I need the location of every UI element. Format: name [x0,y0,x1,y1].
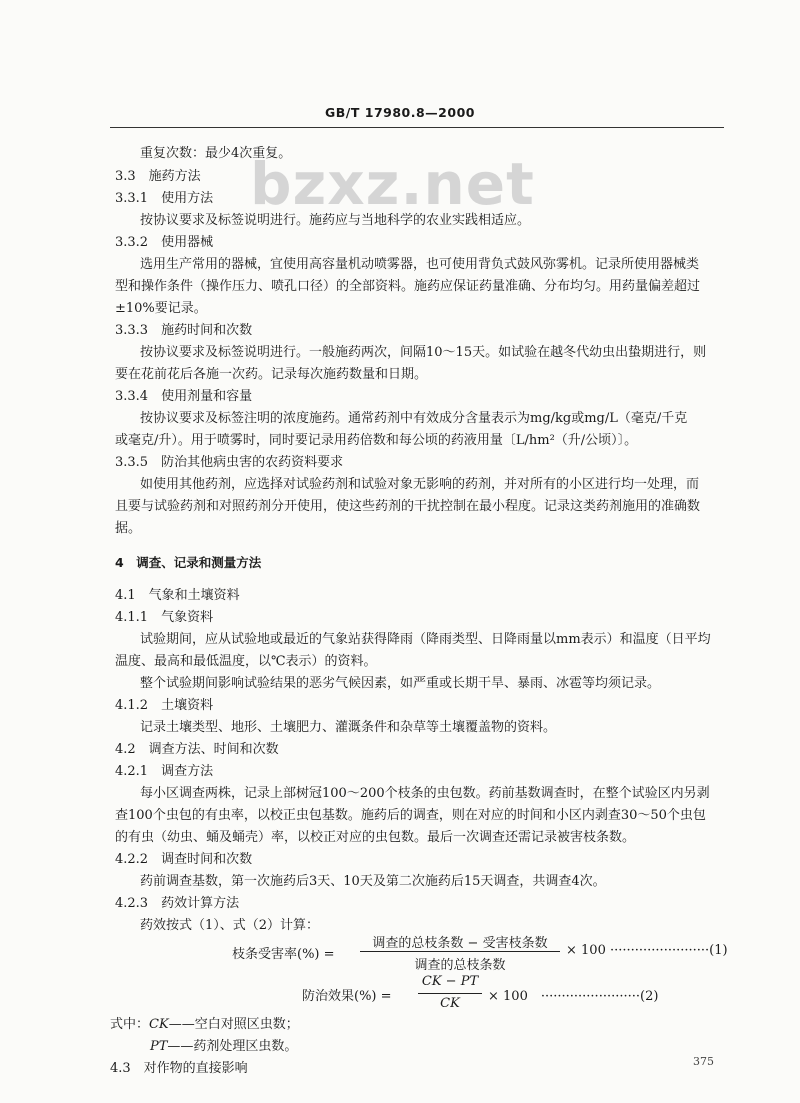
standard-code-header: GB/T 17980.8—2000 [325,105,475,120]
section-heading: 3.3.5 防治其他病虫害的农药资料要求 [115,455,344,470]
section-heading: 4.2 调查方法、时间和次数 [115,742,279,757]
text-line: 按协议要求及标签说明进行。施药应与当地科学的农业实践相适应。 [140,213,531,228]
text-line: 药效按式（1）、式（2）计算： [140,918,320,933]
text-line: 的有虫（幼虫、蛹及蛹壳）率，以校正对应的虫包数。最后一次调查还需记录被害枝条数。 [115,830,636,845]
formula-1-lhs: 枝条受害率(%) = [232,947,335,962]
variable-ck: CK [149,1017,169,1032]
formula-1-denominator: 调查的总枝条数 [414,958,506,973]
text-line: 据。 [115,521,142,536]
formula-2-tail: × 100 ························(2) [488,989,659,1004]
chapter-heading: 4 调查、记录和测量方法 [115,555,262,570]
text-line: 温度、最高和最低温度，以℃表示）的资料。 [115,654,377,669]
text-line: 选用生产常用的器械，宜使用高容量机动喷雾器，也可使用背负式鼓风弥雾机。记录所使用器械类 [140,257,700,272]
section-heading: 3.3 施药方法 [115,169,201,184]
variable-pt-desc: ——药剂处理区虫数。 [167,1039,298,1054]
text-line: ±10%要记录。 [115,301,207,316]
text-line: 且要与试验药剂和对照药剂分开使用，使这些药剂的干扰控制在最小程度。记录这类药剂施用的准确数 [115,499,701,514]
section-heading: 4.2.1 调查方法 [115,764,214,779]
fraction-bar [360,951,560,952]
text-line: 药前调查基数，第一次施药后3天、10天及第二次施药后15天调查，共调查4次。 [140,874,606,889]
formula-2-numerator: CK − PT [421,974,479,989]
text-line: 记录土壤类型、地形、土壤肥力、灌溉条件和杂草等土壤覆盖物的资料。 [140,720,557,735]
text-line: 查100个虫包的有虫率，以校正虫包基数。施药后的调查，则在对应的时间和小区内剥查30～50个虫包 [115,808,706,823]
text-line: 每小区调查两株，记录上部树冠100～200个枝条的虫包数。药前基数调查时，在整个试验区内另剥 [140,786,710,801]
fraction-bar [418,993,482,994]
variable-pt: PT [150,1039,168,1054]
section-heading: 3.3.3 施药时间和次数 [115,323,253,338]
header-rule [110,127,724,128]
page-number: 375 [693,1055,714,1068]
formula-1-numerator: 调查的总枝条数 − 受害枝条数 [372,936,548,951]
text-line: 或毫克/升）。用于喷雾时，同时要记录用药倍数和每公顷的药液用量〔L/hm²（升/公顷）〕。 [115,433,638,448]
variable-ck-desc: ——空白对照区虫数； [168,1017,299,1032]
section-heading: 4.1 气象和土壤资料 [115,588,240,603]
text-line: 如使用其他药剂，应选择对试验药剂和试验对象无影响的药剂，并对所有的小区进行均一处理，而 [140,477,700,492]
where-prefix: 式中： [110,1017,150,1032]
section-heading: 4.1.1 气象资料 [115,610,214,625]
watermark: bzxz.net [250,150,535,218]
text-line: 重复次数：最少4次重复。 [140,146,292,161]
section-heading: 4.2.3 药效计算方法 [115,896,240,911]
section-heading: 4.3 对作物的直接影响 [110,1061,248,1076]
text-line: 按协议要求及标签说明进行。一般施药两次，间隔10～15天。如试验在越冬代幼虫出蛰期进行，则 [140,345,707,360]
section-heading: 4.1.2 土壤资料 [115,698,214,713]
formula-2-denominator: CK [440,996,460,1011]
where-line-pt [150,1035,297,1054]
where-line-ck [110,1013,299,1032]
section-heading: 3.3.2 使用器械 [115,235,214,250]
section-heading: 3.3.1 使用方法 [115,191,214,206]
section-heading: 4.2.2 调查时间和次数 [115,852,253,867]
text-line: 按协议要求及标签注明的浓度施药。通常药剂中有效成分含量表示为mg/kg或mg/L（毫克/千克 [140,411,688,426]
text-line: 型和操作条件（操作压力、喷孔口径）的全部资料。施药应保证药量准确、分布均匀。用药量偏差超过 [115,279,701,294]
text-line: 整个试验期间影响试验结果的恶劣气候因素，如严重或长期干旱、暴雨、冰雹等均须记录。 [140,676,661,691]
section-heading: 3.3.4 使用剂量和容量 [115,389,253,404]
formula-2-lhs: 防治效果(%) = [302,989,392,1004]
text-line: 要在花前花后各施一次药。记录每次施药数量和日期。 [115,367,428,382]
text-line: 试验期间，应从试验地或最近的气象站获得降雨（降雨类型、日降雨量以mm表示）和温度（日平均 [140,632,711,647]
formula-1-tail: × 100 ························(1) [566,943,728,958]
